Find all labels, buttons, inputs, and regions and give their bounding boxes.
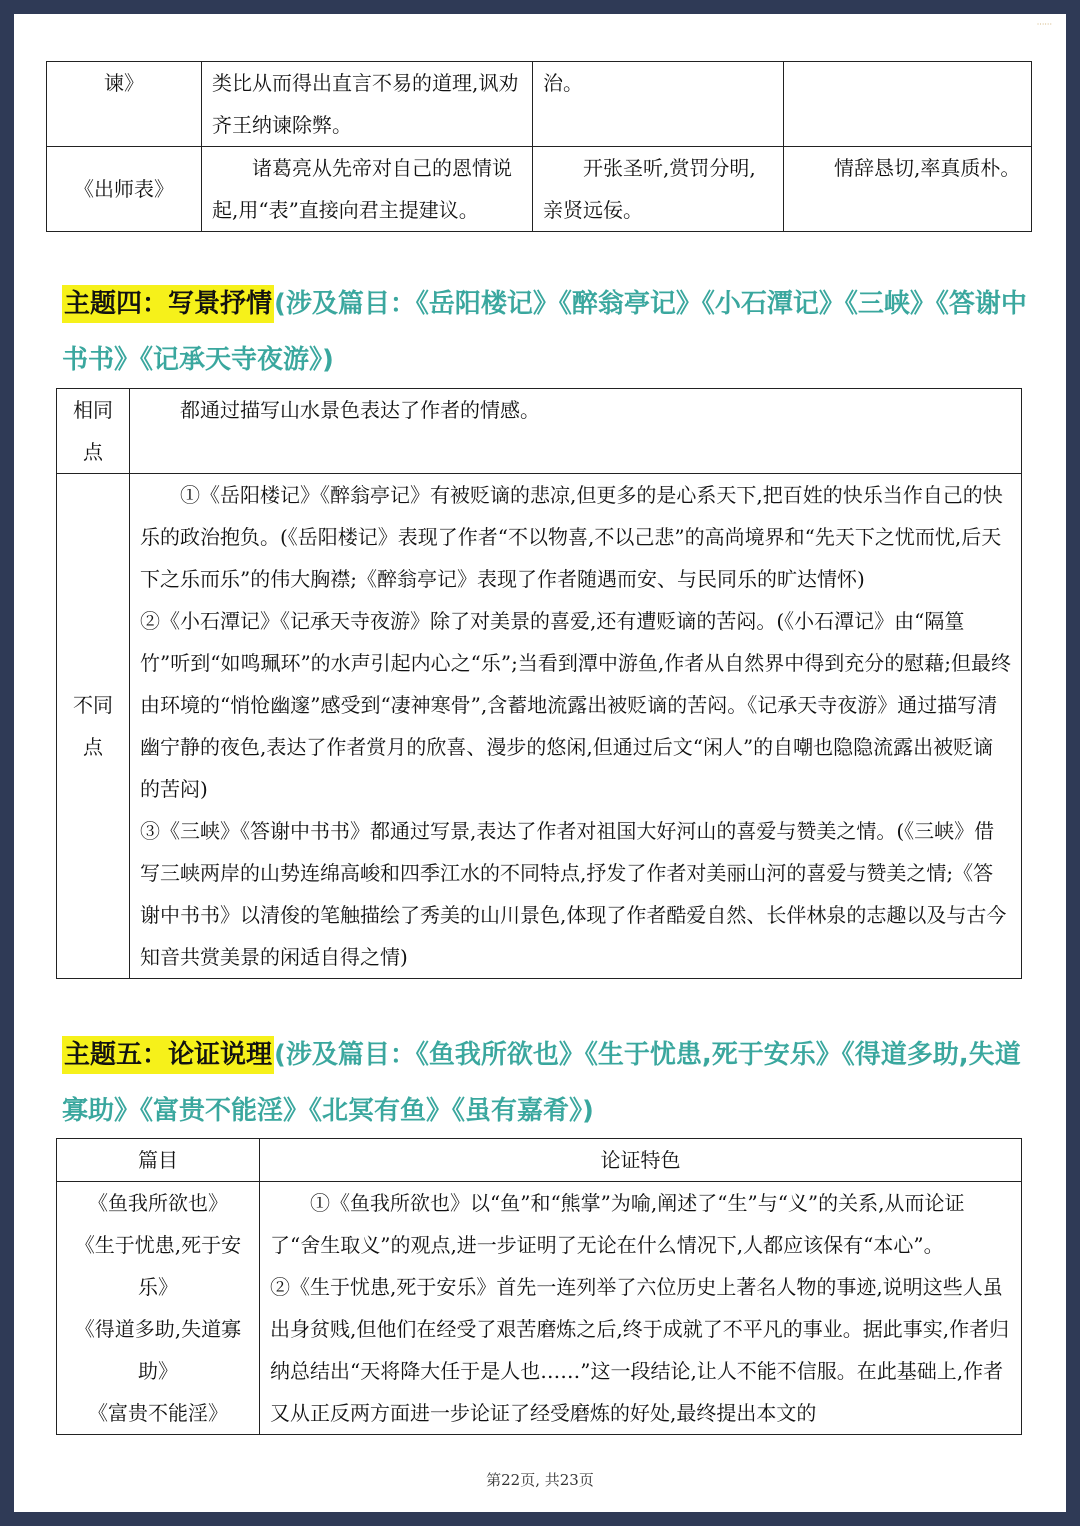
table-row bbox=[57, 389, 1022, 474]
theme5-heading bbox=[62, 1027, 1032, 1139]
title-item: 《富贵不能淫》 bbox=[88, 1401, 228, 1425]
title-item: 《生于忧患,死于安乐》 bbox=[74, 1233, 242, 1299]
page-number: 第22页, 共23页 bbox=[486, 1471, 594, 1489]
diff-paragraph-1: ①《岳阳楼记》《醉翁亭记》有被贬谪的悲凉,但更多的是心系天下,把百姓的快乐当作自己的快乐的政治抱负。(《岳阳楼记》表现了作者“不以物喜,不以己悲”的高尚境界和“先天下之忧而忧,后天下之乐而乐”的伟大胸襟;《醉翁亭记》表现了作者随遇而安、与民同乐的旷达情怀) bbox=[140, 483, 1003, 591]
theme5-label: 主题五：论证说理 bbox=[62, 1036, 274, 1074]
table-row bbox=[47, 147, 1032, 232]
table-header-row bbox=[57, 1139, 1022, 1182]
watermark-mark: ······ bbox=[1036, 20, 1052, 29]
feature-paragraph-2: ②《生于忧患,死于安乐》首先一连列举了六位历史上著名人物的事迹,说明这些人虽出身贫贱,但他们在经受了艰苦磨炼之后,终于成就了不平凡的事业。据此事实,作者归纳总结出“天将降大任于是人也……”这一段结论,让人不能不信服。在此基础上,作者又从正反两方面进一步论证了经受磨炼的好处,最终提出本文的 bbox=[270, 1275, 1010, 1425]
table-row bbox=[57, 474, 1022, 979]
theme5-scope: (涉及篇目：《鱼我所欲也》《生于忧患,死于安乐》《得道多助,失道寡助》《富贵不能淫》《北冥有鱼》《虽有嘉肴》) bbox=[62, 1040, 1021, 1126]
title-item: 《鱼我所欲也》 bbox=[88, 1191, 228, 1215]
theme4-heading bbox=[62, 276, 1032, 388]
row-cell: 诸葛亮从先帝对自己的恩情说起,用“表”直接向君主提建议。 bbox=[202, 147, 533, 232]
feature-paragraph-1: ①《鱼我所欲也》以“鱼”和“熊掌”为喻,阐述了“生”与“义”的关系,从而论证了“舍生取义”的观点,进一步证明了无论在什么情况下,人都应该保有“本心”。 bbox=[270, 1191, 965, 1257]
title-item: 《得道多助,失道寡助》 bbox=[74, 1317, 242, 1383]
document-page bbox=[14, 14, 1066, 1512]
feature-cell bbox=[260, 1182, 1022, 1435]
comparison-table-top bbox=[46, 61, 1032, 232]
col-header-feature: 论证特色 bbox=[260, 1139, 1022, 1182]
theme4-label: 主题四：写景抒情 bbox=[62, 285, 274, 323]
row-cell: 治。 bbox=[533, 62, 784, 147]
row-cell: 情辞恳切,率真质朴。 bbox=[784, 147, 1032, 232]
theme4-scope: (涉及篇目：《岳阳楼记》《醉翁亭记》《小石潭记》《三峡》《答谢中书书》《记承天寺夜游》) bbox=[62, 289, 1027, 375]
row-cell bbox=[784, 62, 1032, 147]
col-header-title: 篇目 bbox=[57, 1139, 260, 1182]
row-title: 谏》 bbox=[47, 62, 202, 147]
table-row bbox=[47, 62, 1032, 147]
row-cell: 类比从而得出直言不易的道理,讽劝齐王纳谏除弊。 bbox=[202, 62, 533, 147]
titles-cell bbox=[57, 1182, 260, 1435]
same-label: 相同点 bbox=[57, 389, 130, 474]
diff-paragraph-2: ②《小石潭记》《记承天寺夜游》除了对美景的喜爱,还有遭贬谪的苦闷。(《小石潭记》由“隔篁竹”听到“如鸣珮环”的水声引起内心之“乐”;当看到潭中游鱼,作者从自然界中得到充分的慰藉;但最终由环境的“悄怆幽邃”感受到“凄神寒骨”,含蓄地流露出被贬谪的苦闷。《记承天寺夜游》通过描写清幽宁静的夜色,表达了作者赏月的欣喜、漫步的悠闲,但通过后文“闲人”的自嘲也隐隐流露出被贬谪的苦闷) bbox=[140, 609, 1011, 801]
theme4-table bbox=[56, 388, 1022, 979]
diff-label: 不同点 bbox=[57, 474, 130, 979]
row-cell: 开张圣听,赏罚分明,亲贤远佞。 bbox=[533, 147, 784, 232]
diff-paragraph-3: ③《三峡》《答谢中书书》都通过写景,表达了作者对祖国大好河山的喜爱与赞美之情。(《三峡》借写三峡两岸的山势连绵高峻和四季江水的不同特点,抒发了作者对美丽山河的喜爱与赞美之情;《答谢中书书》以清俊的笔触描绘了秀美的山川景色,体现了作者酷爱自然、长伴林泉的志趣以及与古今知音共赏美景的闲适自得之情) bbox=[140, 819, 1007, 969]
table-row bbox=[57, 1182, 1022, 1435]
diff-content bbox=[130, 474, 1022, 979]
row-title: 《出师表》 bbox=[47, 147, 202, 232]
theme5-table bbox=[56, 1138, 1022, 1435]
same-text: 都通过描写山水景色表达了作者的情感。 bbox=[130, 389, 1022, 474]
